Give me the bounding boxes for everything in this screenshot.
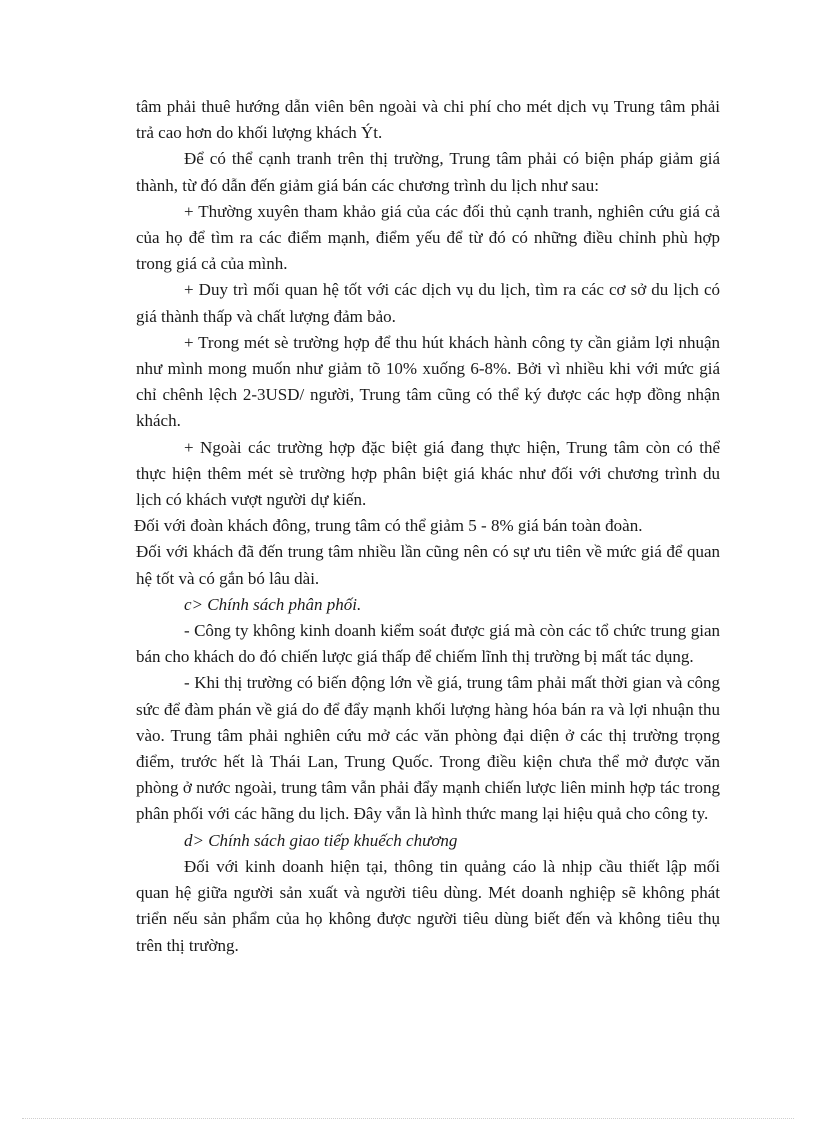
paragraph: tâm phải thuê hướng dẫn viên bên ngoài và chi phí cho mét dịch vụ Trung tâm phải trả cao hơn do khối lượng khách Ýt.: [136, 97, 720, 143]
page-bottom-rule: [22, 1118, 794, 1119]
paragraph: + Duy trì mối quan hệ tốt với các dịch vụ du lịch, tìm ra các cơ sở du lịch có giá thành thấp và chất lượng đảm bảo.: [136, 280, 720, 326]
paragraph: - Khi thị trường có biến động lớn về giá, trung tâm phải mất thời gian và công sức để đàm phán về giá do để đẩy mạnh khối lượng hàng hóa bán ra và lợi nhuận thu vào. Trung tâm phải nghiên cứu mở các văn phòng đại diện ở các thị trường trọng điểm, trước hết là Thái Lan, Trung Quốc. Trong điều kiện chưa thể mở được văn phòng ở nước ngoài, trung tâm vẫn phải đẩy mạnh chiến lược liên minh hợp tác trong phân phối với các hãng du lịch. Đây vẫn là hình thức mang lại hiệu quả cho công ty.: [136, 673, 720, 824]
paragraph: - Công ty không kinh doanh kiểm soát được giá mà còn các tổ chức trung gian bán cho khách do đó chiến lược giá thấp để chiếm lĩnh thị trường bị mất tác dụng.: [136, 621, 720, 667]
section-heading-distribution: c> Chính sách phân phối.: [184, 594, 362, 614]
paragraph: Đối với khách đã đến trung tâm nhiều lần cũng nên có sự ưu tiên về mức giá để quan hệ tốt và có gắn bó lâu dài.: [136, 542, 720, 588]
paragraph: Để có thể cạnh tranh trên thị trường, Trung tâm phải có biện pháp giảm giá thành, từ đó dẫn đến giảm giá bán các chương trình du lịch như sau:: [136, 149, 720, 195]
paragraph: + Ngoài các trường hợp đặc biệt giá đang thực hiện, Trung tâm còn có thể thực hiện thêm mét sè trường hợp phân biệt giá khác như đối với chương trình du lịch có khách vượt người dự kiến.: [136, 437, 720, 510]
paragraph: + Thường xuyên tham khảo giá của các đối thủ cạnh tranh, nghiên cứu giá cả của họ để tìm ra các điểm mạnh, điểm yếu để từ đó có những điều chỉnh phù hợp trong giá cả của mình.: [136, 201, 720, 274]
section-heading-promotion: d> Chính sách giao tiếp khuếch chương: [184, 830, 458, 850]
paragraph: + Trong mét sè trường hợp để thu hút khách hành công ty cần giảm lợi nhuận như mình mong muốn như giảm tõ 10% xuống 6-8%. Bởi vì nhiều khi với mức giá chỉ chênh lệch 2-3USD/ người, Trung tâm cũng có thể ký được các hợp đồng nhận khách.: [136, 332, 720, 431]
paragraph: Đối với kinh doanh hiện tại, thông tin quảng cáo là nhịp cầu thiết lập mối quan hệ giữa người sản xuất và người tiêu dùng. Mét doanh nghiệp sẽ không phát triển nếu sản phẩm của họ không được người tiêu dùng biết đến và không tiêu thụ trên thị trường.: [136, 856, 720, 955]
document-body: [136, 94, 720, 959]
paragraph: Đối với đoàn khách đông, trung tâm có thể giảm 5 - 8% giá bán toàn đoàn.: [134, 516, 643, 536]
